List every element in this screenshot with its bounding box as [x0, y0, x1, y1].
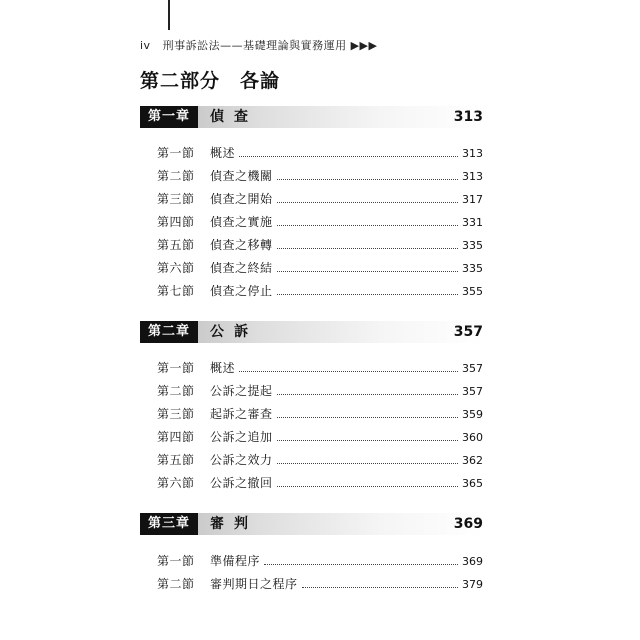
toc-entry [140, 280, 483, 303]
running-head-page-number: iv [140, 39, 151, 52]
running-head-arrows: ▶▶▶ [350, 39, 378, 52]
section-page: 335 [462, 262, 483, 275]
chapter-page: 357 [453, 324, 483, 340]
chapter-number: 第二章 [140, 321, 198, 343]
section-page: 331 [462, 216, 483, 229]
section-number: 第三節 [157, 192, 195, 206]
section-number: 第六節 [157, 476, 195, 490]
chapter-number: 第一章 [140, 106, 198, 128]
section-number: 第四節 [157, 430, 195, 444]
dot-leader [277, 486, 458, 487]
section-title: 公訴之提起 [210, 384, 273, 398]
section-title: 起訴之審查 [210, 407, 273, 421]
toc-entry [140, 211, 483, 234]
section-number: 第一節 [157, 361, 195, 375]
part-title: 第二部分 各論 [140, 70, 281, 92]
dot-leader [277, 179, 458, 180]
section-number: 第四節 [157, 215, 195, 229]
chapter-heading-1 [140, 106, 483, 128]
section-number: 第六節 [157, 261, 195, 275]
dot-leader [277, 294, 458, 295]
section-title: 偵查之停止 [210, 284, 273, 298]
dot-leader [277, 440, 458, 441]
section-title: 偵查之機關 [210, 169, 273, 183]
chapter-heading-2 [140, 321, 483, 343]
dot-leader [239, 156, 458, 157]
dot-leader [277, 417, 458, 418]
section-number: 第一節 [157, 554, 195, 568]
toc-entry [140, 472, 483, 495]
section-title: 公訴之效力 [210, 453, 273, 467]
dot-leader [277, 225, 458, 226]
section-page: 359 [462, 408, 483, 421]
section-number: 第三節 [157, 407, 195, 421]
section-title: 概述 [210, 361, 236, 375]
dot-leader [277, 271, 458, 272]
chapter-title: 審判 [210, 516, 258, 532]
toc-entry [140, 165, 483, 188]
section-page: 313 [462, 147, 483, 160]
section-number: 第二節 [157, 169, 195, 183]
toc-entry [140, 357, 483, 380]
section-number: 第二節 [157, 384, 195, 398]
section-page: 357 [462, 385, 483, 398]
section-number: 第二節 [157, 577, 195, 591]
dot-leader [302, 587, 458, 588]
section-title: 準備程序 [210, 554, 261, 568]
section-title: 審判期日之程序 [210, 577, 298, 591]
chapter-3-sections [140, 550, 483, 596]
dot-leader [277, 248, 458, 249]
toc-entry [140, 142, 483, 165]
section-page: 335 [462, 239, 483, 252]
chapter-page: 369 [453, 516, 483, 532]
section-page: 365 [462, 477, 483, 490]
dot-leader [264, 564, 458, 565]
section-page: 357 [462, 362, 483, 375]
section-page: 317 [462, 193, 483, 206]
toc-entry [140, 234, 483, 257]
toc-entry [140, 257, 483, 280]
chapter-1-sections [140, 142, 483, 303]
dot-leader [277, 202, 458, 203]
running-head-book-title: 刑事訴訟法——基礎理論與實務運用 [162, 39, 347, 52]
section-number: 第五節 [157, 238, 195, 252]
toc-entry [140, 188, 483, 211]
section-title: 偵查之移轉 [210, 238, 273, 252]
dot-leader [239, 371, 458, 372]
toc-entry [140, 403, 483, 426]
section-page: 355 [462, 285, 483, 298]
dot-leader [277, 394, 458, 395]
section-title: 偵查之實施 [210, 215, 273, 229]
section-page: 379 [462, 578, 483, 591]
toc-entry [140, 426, 483, 449]
section-page: 313 [462, 170, 483, 183]
running-head [140, 37, 377, 53]
chapter-2-sections [140, 357, 483, 495]
section-title: 公訴之追加 [210, 430, 273, 444]
chapter-number: 第三章 [140, 513, 198, 535]
toc-entry [140, 380, 483, 403]
chapter-title: 偵查 [210, 109, 258, 125]
section-title: 偵查之終結 [210, 261, 273, 275]
section-number: 第五節 [157, 453, 195, 467]
top-rule [168, 0, 170, 30]
section-page: 362 [462, 454, 483, 467]
section-title: 概述 [210, 146, 236, 160]
chapter-heading-3 [140, 513, 483, 535]
chapter-title: 公訴 [210, 324, 258, 340]
section-page: 369 [462, 555, 483, 568]
section-page: 360 [462, 431, 483, 444]
toc-entry [140, 573, 483, 596]
toc-entry [140, 550, 483, 573]
section-title: 偵查之開始 [210, 192, 273, 206]
section-number: 第七節 [157, 284, 195, 298]
section-number: 第一節 [157, 146, 195, 160]
dot-leader [277, 463, 458, 464]
toc-entry [140, 449, 483, 472]
chapter-page: 313 [453, 109, 483, 125]
section-title: 公訴之撤回 [210, 476, 273, 490]
